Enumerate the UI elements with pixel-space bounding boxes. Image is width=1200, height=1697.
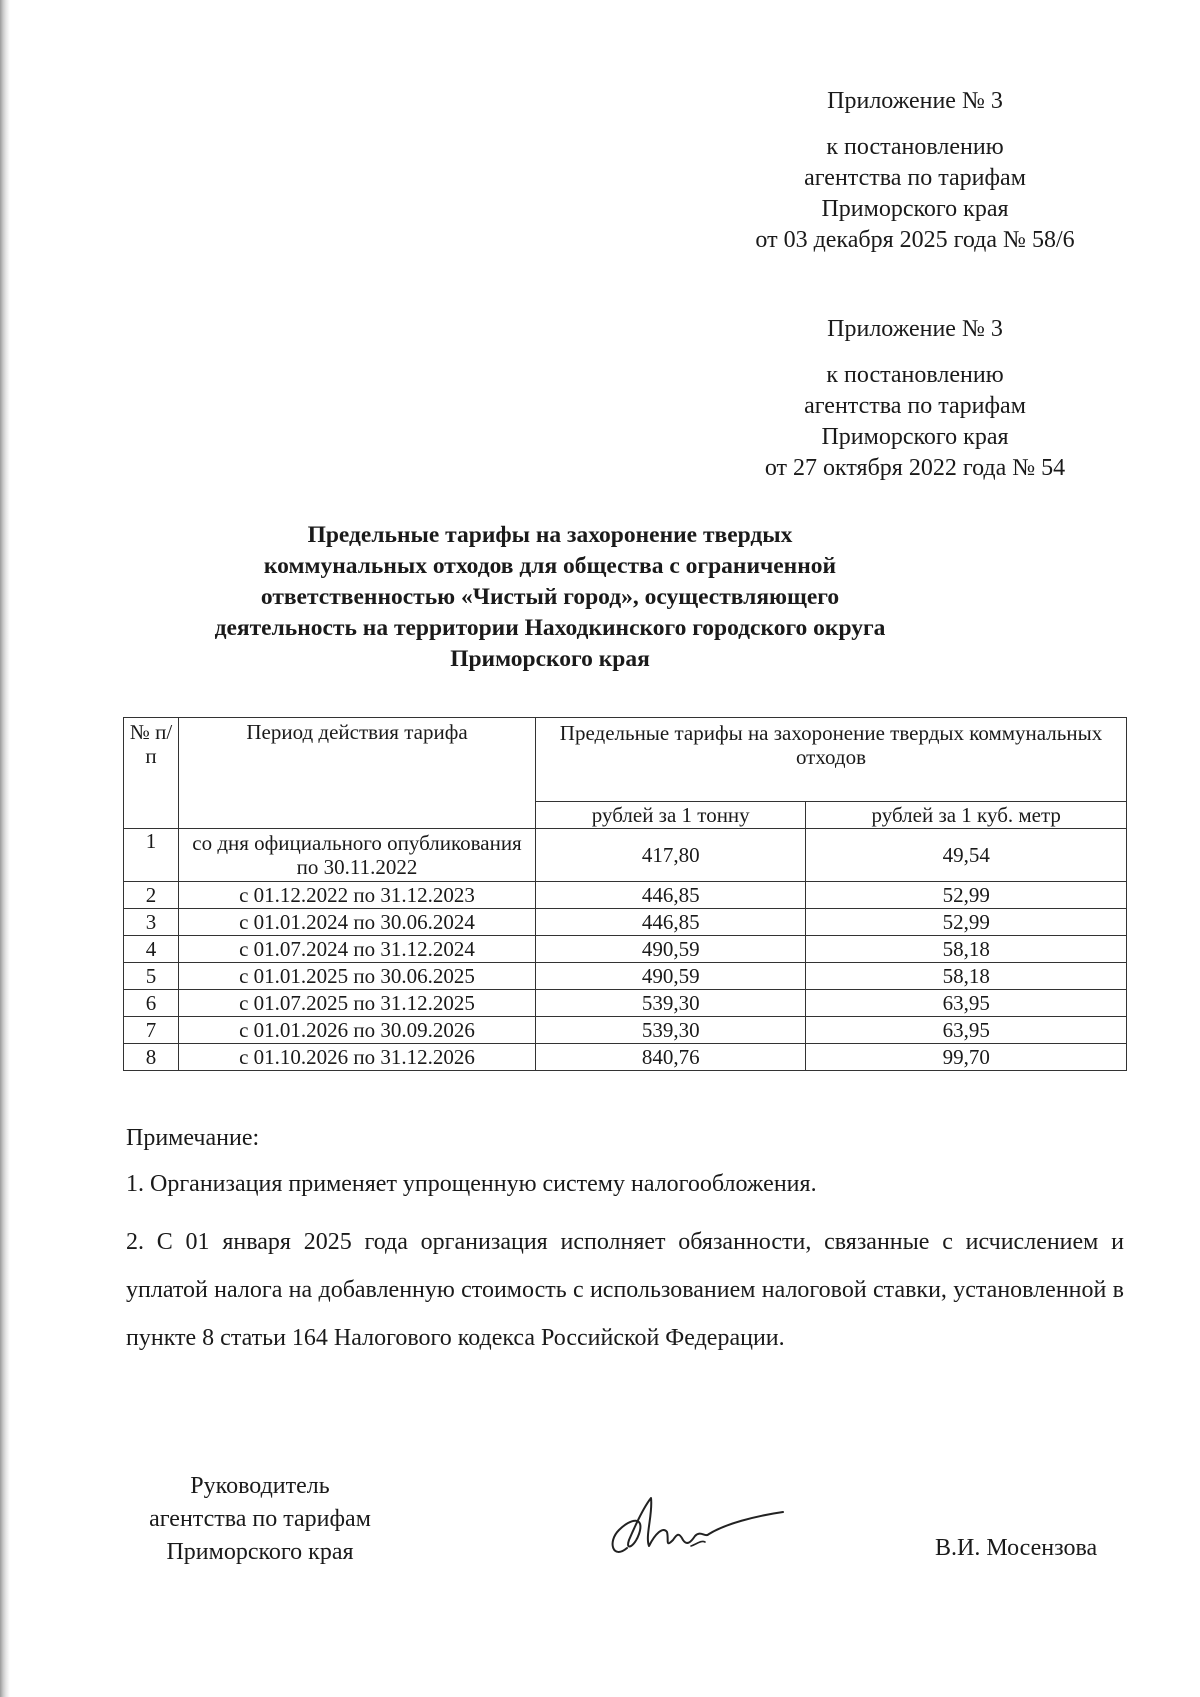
notes-heading: Примечание: <box>126 1125 260 1151</box>
table-row <box>124 936 1127 963</box>
row-per-cubic-meter: 49,54 <box>806 829 1127 882</box>
table-row <box>124 1044 1127 1071</box>
appendix-line: к постановлению <box>826 134 1004 160</box>
table-row <box>124 963 1127 990</box>
row-number: 6 <box>124 990 179 1017</box>
header-per-cubic-meter: рублей за 1 куб. метр <box>806 802 1127 829</box>
appendix-header-current <box>725 86 1105 256</box>
header-number: № п/п <box>124 718 179 829</box>
table-row <box>124 882 1127 909</box>
signer-name: В.И. Мосензова <box>935 1535 1098 1561</box>
table-row <box>124 990 1127 1017</box>
header-period: Период действия тарифа <box>179 718 536 829</box>
row-per-cubic-meter: 63,95 <box>806 1017 1127 1044</box>
row-per-ton: 446,85 <box>536 909 806 936</box>
title-line: ответственностью «Чистый город», осуществляющего <box>260 584 840 610</box>
row-per-ton: 539,30 <box>536 990 806 1017</box>
row-number: 4 <box>124 936 179 963</box>
row-per-cubic-meter: 63,95 <box>806 990 1127 1017</box>
row-number: 7 <box>124 1017 179 1044</box>
row-period: с 01.12.2022 по 31.12.2023 <box>179 882 536 909</box>
title-line: коммунальных отходов для общества с ограниченной <box>263 553 837 579</box>
notes-section <box>126 1122 1124 1372</box>
appendix-line: Приморского края <box>821 424 1009 450</box>
row-per-cubic-meter: 58,18 <box>806 963 1127 990</box>
appendix-title: Приложение № 3 <box>827 316 1003 342</box>
row-number: 5 <box>124 963 179 990</box>
appendix-line: к постановлению <box>826 362 1004 388</box>
document-title <box>180 520 920 675</box>
appendix-line: агентства по тарифам <box>804 165 1026 191</box>
title-line: Предельные тарифы на захоронение твердых <box>307 522 793 548</box>
note-item: 2. С 01 января 2025 года организация исполняет обязанности, связанные с исчислением и уплатой налога на добавленную стоимость с использованием налоговой ставки, установленной в пункте 8 статьи 164 Налогового кодекса Российской Федерации. <box>126 1229 1124 1351</box>
appendix-header-original <box>725 314 1105 484</box>
row-period: с 01.07.2024 по 31.12.2024 <box>179 936 536 963</box>
title-line: Приморского края <box>450 646 650 672</box>
row-per-ton: 840,76 <box>536 1044 806 1071</box>
position-line: Приморского края <box>166 1539 354 1565</box>
appendix-date-line: от 03 декабря 2025 года № 58/6 <box>755 227 1075 253</box>
title-line: деятельность на территории Находкинского городского округа <box>214 615 886 641</box>
row-period: с 01.01.2024 по 30.06.2024 <box>179 909 536 936</box>
row-per-ton: 490,59 <box>536 963 806 990</box>
row-per-ton: 539,30 <box>536 1017 806 1044</box>
appendix-title: Приложение № 3 <box>827 88 1003 114</box>
row-number: 2 <box>124 882 179 909</box>
tariff-table <box>123 717 1127 1071</box>
handwritten-signature <box>605 1490 785 1570</box>
appendix-line: Приморского края <box>821 196 1009 222</box>
table-row <box>124 829 1127 882</box>
row-period: с 01.01.2025 по 30.06.2025 <box>179 963 536 990</box>
position-line: Руководитель <box>190 1473 330 1499</box>
row-per-cubic-meter: 99,70 <box>806 1044 1127 1071</box>
header-tariff-group: Предельные тарифы на захоронение твердых коммунальных отходов <box>536 718 1127 802</box>
row-per-ton: 417,80 <box>536 829 806 882</box>
row-number: 8 <box>124 1044 179 1071</box>
row-per-ton: 490,59 <box>536 936 806 963</box>
row-period: с 01.01.2026 по 30.09.2026 <box>179 1017 536 1044</box>
row-per-cubic-meter: 52,99 <box>806 882 1127 909</box>
row-number: 3 <box>124 909 179 936</box>
table-row <box>124 909 1127 936</box>
scan-edge <box>0 0 10 1697</box>
signatory-position <box>110 1470 410 1569</box>
table-row <box>124 1017 1127 1044</box>
row-number: 1 <box>124 829 179 882</box>
row-per-cubic-meter: 52,99 <box>806 909 1127 936</box>
row-per-cubic-meter: 58,18 <box>806 936 1127 963</box>
row-period: с 01.10.2026 по 31.12.2026 <box>179 1044 536 1071</box>
note-item: 1. Организация применяет упрощенную систему налогообложения. <box>126 1171 817 1197</box>
header-per-ton: рублей за 1 тонну <box>536 802 806 829</box>
row-per-ton: 446,85 <box>536 882 806 909</box>
appendix-date-line: от 27 октября 2022 года № 54 <box>764 455 1066 481</box>
row-period: с 01.07.2025 по 31.12.2025 <box>179 990 536 1017</box>
row-period: со дня официального опубликования по 30.11.2022 <box>179 829 536 882</box>
appendix-line: агентства по тарифам <box>804 393 1026 419</box>
position-line: агентства по тарифам <box>149 1506 371 1532</box>
